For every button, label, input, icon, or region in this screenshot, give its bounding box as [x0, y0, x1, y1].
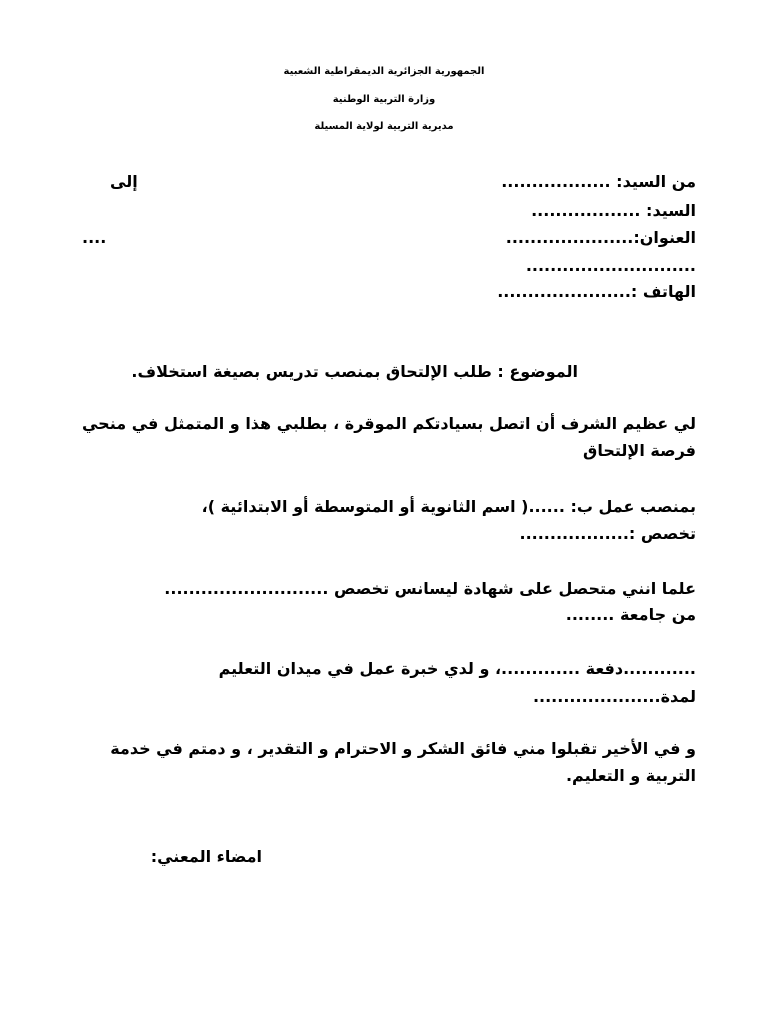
para5-line2: التربية و التعليم. [565, 766, 696, 785]
mister-line: السيد: .................. [531, 201, 696, 220]
subject-line: الموضوع : طلب الإلتحاق بمنصب تدريس بصيغة استخلاف. [131, 362, 578, 381]
from-line: من السيد: .................. [501, 172, 696, 191]
phone-line: الهاتف :...................... [497, 282, 696, 301]
para1-line1: لي عظيم الشرف أن اتصل بسيادتكم الموقرة ، بطلبي هذا و المتمثل في منحي [81, 414, 696, 433]
to-label: إلى [110, 172, 138, 191]
address-line: العنوان:..................... [505, 228, 696, 247]
header-directorate: مديرية التربية لولاية المسيلة [314, 121, 454, 132]
header-republic: الجمهورية الجزائرية الديمقراطية الشعبية [283, 66, 485, 77]
header-ministry: وزارة التربية الوطنية [332, 94, 436, 105]
para4-line1: ............دفعة .............، و لدي خبرة عمل في ميدان التعليم [218, 659, 696, 678]
para5-line1: و في الأخير تقبلوا مني فائق الشكر و الاحترام و التقدير ، و دمتم في خدمة [110, 739, 696, 758]
address-continuation: ............................ [525, 256, 696, 275]
left-dots: .... [82, 228, 107, 247]
para4-line2: لمدة..................... [532, 687, 696, 706]
signature-label: امضاء المعني: [150, 847, 262, 866]
para2-line2: تخصص :.................. [519, 524, 696, 543]
para2-line1: بمنصب عمل ب: ......( اسم الثانوية أو المتوسطة أو الابتدائية )، [201, 497, 696, 516]
para1-line2: فرصة الإلتحاق [583, 441, 696, 460]
para3-line1: علما انني متحصل على شهادة ليسانس تخصص ........................... [164, 579, 696, 598]
para3-line2: من جامعة ........ [565, 605, 696, 624]
